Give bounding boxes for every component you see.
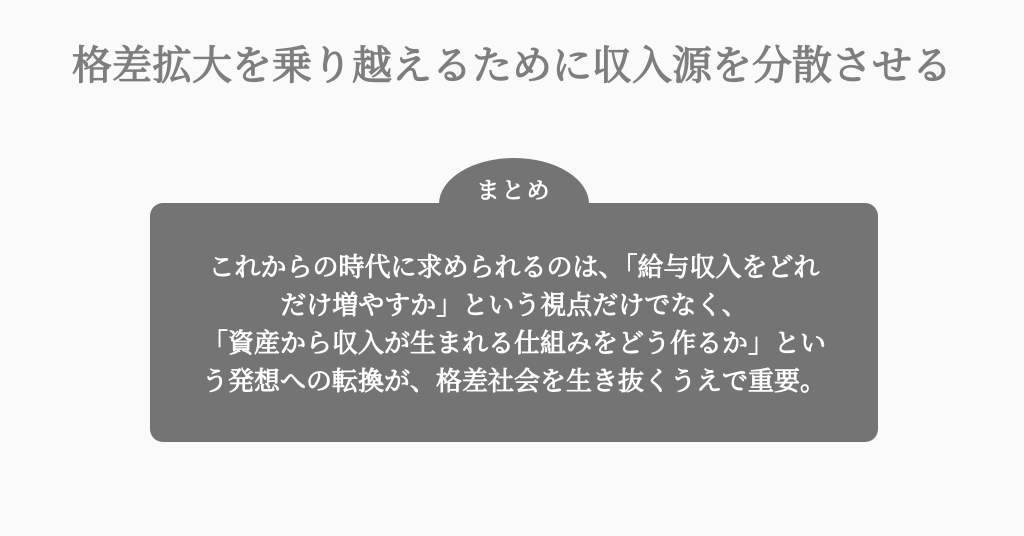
summary-text-line: う発想への転換が、格差社会を生き抜くうえで重要。 — [201, 367, 826, 397]
summary-text-line: 「資産から収入が生まれる仕組みをどう作るか」とい — [201, 329, 826, 359]
summary-tab — [439, 158, 589, 204]
page-title: 格差拡大を乗り越えるために収入源を分散させる — [72, 42, 952, 89]
summary-text-line: これからの時代に求められるのは、「給与収入をどれ — [208, 253, 820, 283]
summary-body — [150, 203, 878, 401]
summary-card — [150, 177, 878, 442]
summary-text-line: だけ増やすか」という視点だけでなく、 — [280, 291, 748, 321]
summary-tab-label: まとめ — [476, 177, 552, 204]
